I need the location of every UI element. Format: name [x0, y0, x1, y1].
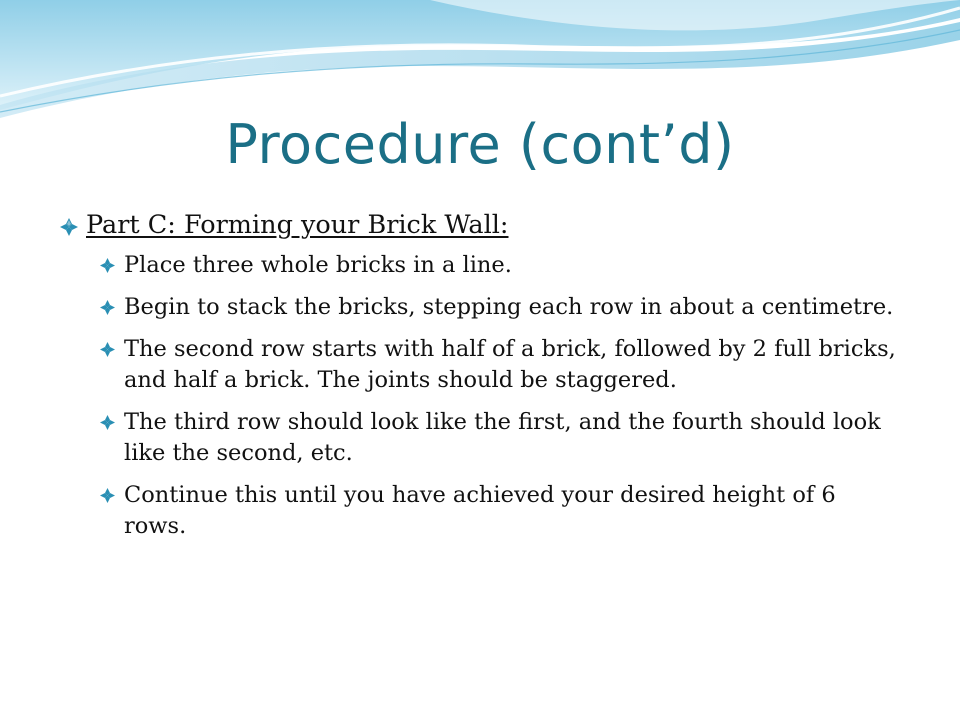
sub-bullet-list — [60, 250, 900, 542]
list-item — [100, 250, 900, 281]
diamond-bullet-icon — [100, 300, 124, 315]
diamond-bullet-icon — [100, 258, 124, 273]
list-item-text: Place three whole bricks in a line. — [124, 252, 512, 278]
list-item-text: The second row starts with half of a brick, followed by 2 full bricks, and half a brick. The joints should be staggered. — [124, 336, 896, 393]
bullet-list — [60, 208, 900, 553]
diamond-bullet-icon — [100, 342, 124, 357]
list-item-text: The third row should look like the first, and the fourth should look like the second, etc. — [124, 409, 881, 466]
list-item-text: Begin to stack the bricks, stepping each row in about a centimetre. — [124, 294, 894, 320]
diamond-bullet-icon — [100, 415, 124, 430]
list-item-text: Continue this until you have achieved your desired height of 6 rows. — [124, 482, 836, 539]
diamond-bullet-icon — [100, 488, 124, 503]
list-item — [100, 334, 900, 396]
slide-title: Procedure (cont’d) — [225, 113, 735, 176]
header-wave-decoration — [0, 0, 960, 130]
list-item — [100, 407, 900, 469]
main-bullet — [60, 208, 900, 242]
list-item — [100, 480, 900, 542]
main-bullet-text: Part C: Forming your Brick Wall: — [86, 210, 509, 240]
list-item — [100, 292, 900, 323]
diamond-bullet-icon — [60, 218, 86, 236]
